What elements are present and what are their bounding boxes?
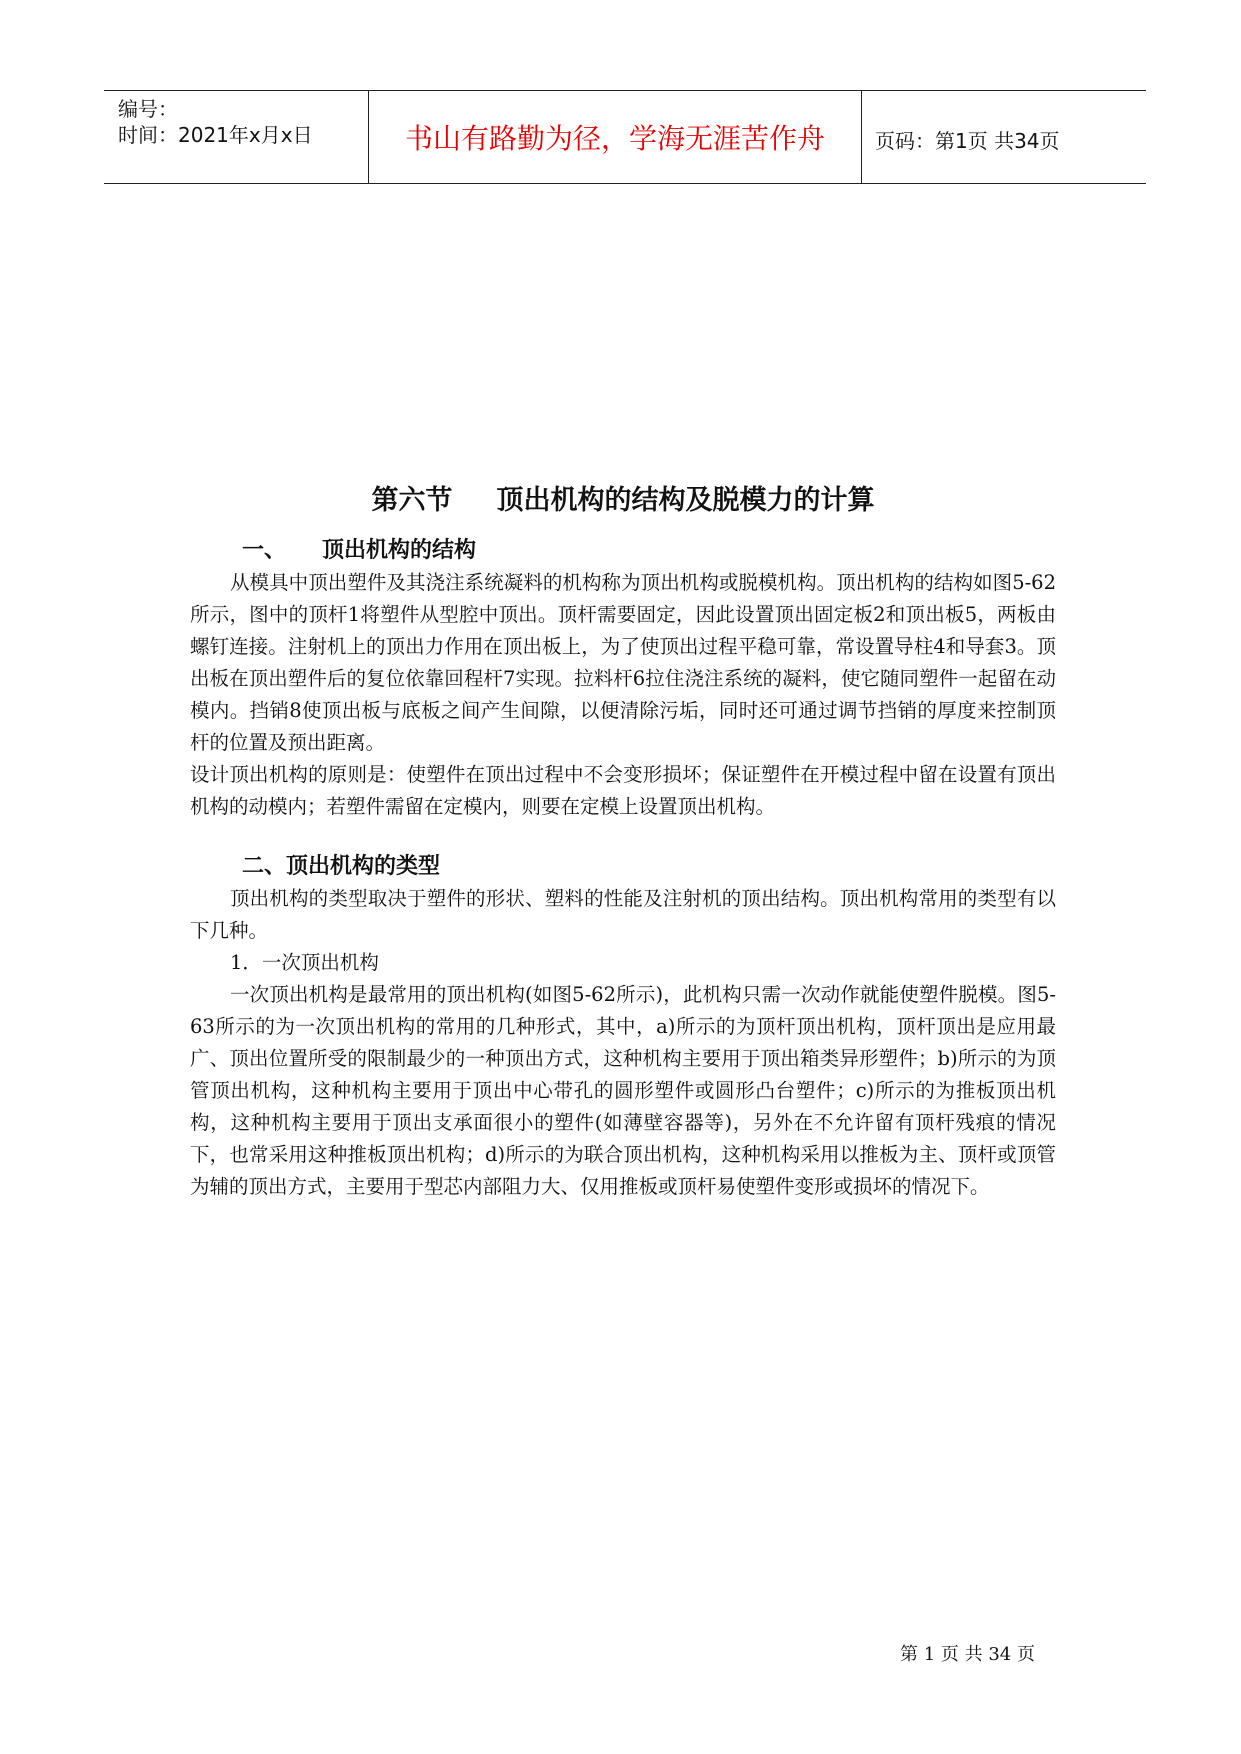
document-body (190, 478, 1056, 1203)
header-meta-cell (104, 91, 368, 183)
motto-text: 书山有路勤为径，学海无涯苦作舟 (404, 122, 825, 155)
title-text: 顶出机构的结构及脱模力的计算 (496, 485, 875, 516)
subsection-heading: 1．一次顶出机构 (230, 951, 379, 974)
section-heading-1 (190, 535, 1056, 567)
paragraph: 一次顶出机构是最常用的顶出机构(如图5-62所示)，此机构只需一次动作就能使塑件脱模。图5-63所示的为一次顶出机构的常用的几种形式，其中，a)所示的为顶杆顶出机构，顶杆顶出是应用最广、顶出位置所受的限制最少的一种顶出方式，这种机构主要用于顶出箱类异形塑件；b)所示的为顶管顶出机构，这种机构主要用于顶出中心带孔的圆形塑件或圆形凸台塑件；c)所示的为推板顶出机构，这种机构主要用于顶出支承面很小的塑件(如薄壁容器等)，另外在不允许留有顶杆残痕的情况下，也常采用这种推板顶出机构；d)所示的为联合顶出机构，这种机构采用以推板为主、顶杆或顶管为辅的顶出方式，主要用于型芯内部阻力大、仅用推板或顶杆易使塑件变形或损坏的情况下。 (190, 983, 1056, 1198)
page-footer: 第 1 页 共 34 页 (900, 1644, 1035, 1665)
section-heading-2: 二、顶出机构的类型 (242, 854, 441, 879)
header-page-info: 页码：第1页 共34页 (875, 129, 1060, 153)
title-section-number: 第六节 (371, 485, 453, 516)
page-title (190, 478, 1056, 517)
section-1-number: 一、 (242, 538, 287, 563)
time-label: 时间：2021年x月x日 (118, 123, 313, 147)
paragraph: 顶出机构的类型取决于塑件的形状、塑料的性能及注射机的顶出结构。顶出机构常用的类型有以下几种。 (190, 887, 1056, 942)
serial-label: 编号： (118, 97, 178, 121)
paragraph: 设计顶出机构的原则是：使塑件在顶出过程中不会变形损坏；保证塑件在开模过程中留在设置有顶出机构的动模内；若塑件需留在定模内，则要在定模上设置顶出机构。 (190, 763, 1056, 818)
section-1-title: 顶出机构的结构 (322, 538, 477, 563)
header-page-cell (861, 91, 1146, 183)
paragraph: 从模具中顶出塑件及其浇注系统凝料的机构称为顶出机构或脱模机构。顶出机构的结构如图5-62所示，图中的顶杆1将塑件从型腔中顶出。顶杆需要固定，因此设置顶出固定板2和顶出板5，两板由螺钉连接。注射机上的顶出力作用在顶出板上，为了使顶出过程平稳可靠，常设置导柱4和导套3。顶出板在顶出塑件后的复位依靠回程杆7实现。拉料杆6拉住浇注系统的凝料，使它随同塑件一起留在动模内。挡销8使顶出板与底板之间产生间隙，以便清除污垢，同时还可通过调节挡销的厚度来控制顶杆的位置及预出距离。 (190, 571, 1056, 754)
document-header (104, 90, 1146, 184)
header-motto-cell (368, 91, 862, 183)
